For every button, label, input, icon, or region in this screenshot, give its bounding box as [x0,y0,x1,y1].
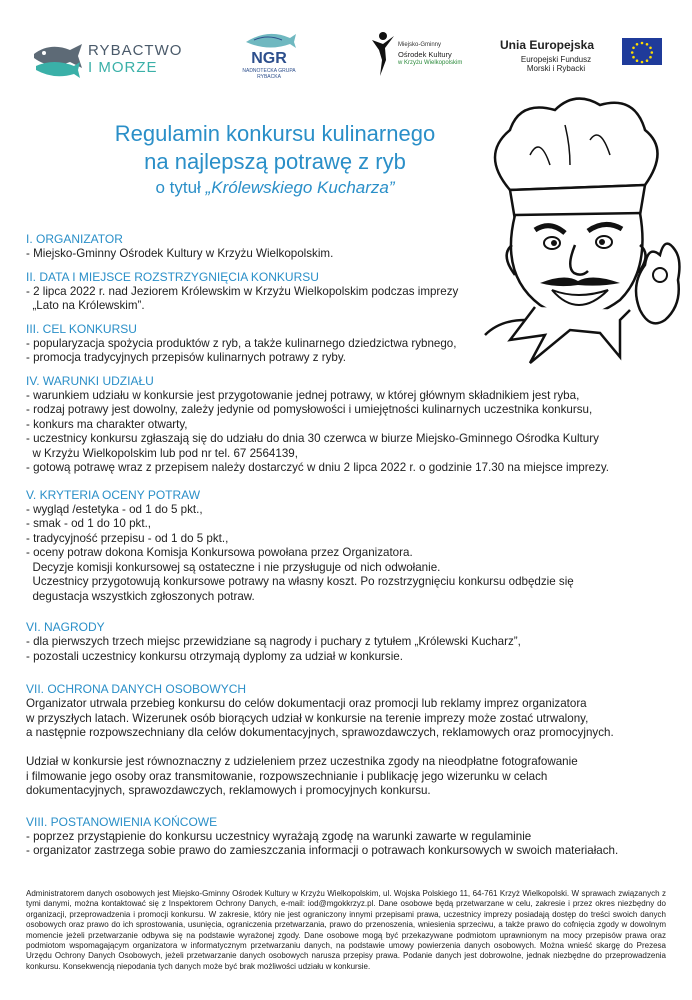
eu-subline2: Morski i Rybacki [526,64,586,73]
section-heading: V. KRYTERIA OCENY POTRAW [26,487,201,502]
fish-icon [240,28,298,50]
section-line: - warunkiem udziału w konkursie jest przygotowanie jednej potrawy, w której głównym składnikiem jest ryba, [26,388,580,402]
regulations-body [26,232,666,867]
section-line: degustacja wszystkich zgłoszonych potraw. [26,589,255,603]
section-line: Udział w konkursie jest równoznaczny z udzieleniem przez uczestnika zgody na nieodpłatne fotografowanie [26,755,578,768]
section-prizes [26,620,666,664]
rybactwo-logo [30,40,183,82]
section-line: - pozostali uczestnicy konkursu otrzymają dyplomy za udział w konkursie. [26,649,403,663]
section-line: - popularyzacja spożycia produktów z ryb, a także kulinarnego dziedzictwa rybnego, [26,336,457,350]
section-line: - promocja tradycyjnych przepisów kulinarnych potrawy z ryby. [26,351,347,364]
section-data-protection [26,682,666,799]
section-line: - dla pierwszych trzech miejsc przewidziane są nagrody i puchary z tytułem „Królewski Kucharz”, [26,635,521,648]
section-date-place [26,270,666,314]
section-goal [26,322,666,366]
title-line2: na najlepszą potrawę z ryb [144,149,406,174]
section-heading: IV. WARUNKI UDZIAŁU [26,373,154,388]
section-heading: III. CEL KONKURSU [26,321,137,336]
section-line: w Krzyżu Wielkopolskim lub pod nr tel. 67 2564139, [26,446,298,460]
section-line: - poprzez przystąpienie do konkursu uczestnicy wyrażają zgodę na warunki zawarte w regulaminie [26,829,532,843]
section-line: - organizator zastrzega sobie prawo do zamieszczania informacji o potrawach konkursowych w swoich materiałach. [26,844,619,857]
eu-title: Unia Europejska [500,38,595,52]
section-final-provisions [26,815,666,859]
ngr-subtext: NADNOTECKA GRUPA RYBACKA [242,68,296,80]
title-line1: Regulamin konkursu kulinarnego [114,121,436,146]
section-line: - oceny potraw dokona Komisja Konkursowa powołana przez Organizatora. [26,546,413,559]
mgok-line3: w Krzyżu Wielkopolskim [398,60,463,66]
ngr-logo [240,28,298,98]
mgok-line1: Miejsko-Gminny [398,42,442,48]
section-line: w przyszłych latach. Wizerunek osób biorących udział w konkursie na terenie imprezy może zostać utrwalony, [26,711,589,725]
section-line: - 2 lipca 2022 r. nad Jeziorem Królewskim w Krzyżu Wielkopolskim podczas imprezy [26,284,459,298]
section-line: a następnie rozpowszechniany dla celów dokumentacyjnych, sprawozdawczych, reklamowych oraz promocyjnych. [26,726,614,739]
section-line: Uczestnicy przygotowują konkursowe potrawy na własny koszt. Po rozstrzygnięciu konkursu odbędzie się [26,575,574,588]
section-line: dokumentacyjnych, sprawozdawczych, reklamowych i promocyjnych konkursu. [26,784,431,797]
title-line3-italic: „Królewskiego Kucharza” [205,178,395,197]
figure-icon [370,30,396,78]
section-line: Decyzje komisji konkursowej są ostateczne i nie przysługuje od nich odwołanie. [26,560,441,574]
page-title [40,120,510,200]
section-heading: I. ORGANIZATOR [26,232,123,246]
section-heading: VI. NAGRODY [26,620,105,634]
section-heading: VII. OCHRONA DANYCH OSOBOWYCH [26,682,247,696]
mgok-line2: Ośrodek Kultury [398,50,452,59]
section-line: - wygląd /estetyka - od 1 do 5 pkt., [26,502,203,516]
section-heading: VIII. POSTANOWIENIA KOŃCOWE [26,814,218,829]
section-heading: II. DATA I MIEJSCE ROZSTRZYGNIĘCIA KONKURSU [26,269,319,284]
section-line: - smak - od 1 do 10 pkt., [26,517,152,530]
section-conditions [26,374,666,476]
eu-flag-icon [622,38,662,65]
section-line: - Miejsko-Gminny Ośrodek Kultury w Krzyżu Wielkopolskim. [26,247,334,260]
section-line: - gotową potrawę wraz z przepisem należy dostarczyć w dniu 2 lipca 2022 r. o godzinie 17.30 na miejsce imprezy. [26,461,609,474]
section-line: Organizator utrwala przebieg konkursu do celów dokumentacji oraz promocji lub reklamy imprez organizatora [26,697,587,710]
mgok-logo [370,30,480,80]
section-organizer [26,232,666,262]
ngr-text: NGR [251,50,287,67]
eu-logo [500,38,665,78]
rybactwo-line2: I MORZE [88,59,158,76]
section-line: i filmowanie jego osoby oraz transmitowanie, rozpowszechnianie i publikację jego wizerunku w celach [26,769,548,783]
section-line: - rodzaj potrawy jest dowolny, zależy jedynie od pomysłowości i umiejętności kulinarnych uczestnika konkursu, [26,403,593,416]
title-line3-prefix: o tytuł [155,178,206,197]
eu-subline1: Europejski Fundusz [520,55,592,64]
section-line: „Lato na Królewskim”. [26,299,145,312]
rybactwo-line1: RYBACTWO [88,42,183,59]
section-line: - uczestnicy konkursu zgłaszają się do udziału do dnia 30 czerwca w biurze Miejsko-Gminnego Ośrodka Kultury [26,432,599,445]
section-criteria [26,488,666,605]
section-blank-line [26,741,666,756]
fish-logo-icon [30,40,84,80]
gdpr-footnote: Administratorem danych osobowych jest Miejsko-Gminny Ośrodek Kultury w Krzyżu Wielkopolskim, ul. Wojska Polskiego 11, 64-761 Krzyż Wielkopolski. W sprawach związanych z tymi danymi, można kontaktować się z Inspektorem Ochrony Danych, e-mail: iod@mgokkrzyz.pl. Dane osobowe będą przetwarzane w celu, zakresie i przez okres niezbędny do organizacji, przeprowadzenia i promocji konkursu. W zakresie, który nie jest ograniczony innymi przepisami prawa, uczestnicy imprezy posiadają dostęp do treści swoich danych osobowych oraz prawo do ich sprostowania, usunięcia, ograniczenia przetwarzania, prawo do przenoszenia, wniesienia sprzeciwu, a także prawo do cofnięcia zgody w dowolnym momencie jeżeli przetwarzanie odbywa się na podstawie wyrażonej zgody. Dane osobowe mogą być przekazywane podmiotom uprawnionym na mocy przepisów prawa oraz podmiotom wspomagającym organizatora w informatycznym przetwarzaniu danych, na podstawie umowy powierzenia danych osobowych. Można wnieść skargę do Prezesa Urzędu Ochrony Danych Osobowych, jeżeli przetwarzanie danych osobowych narusza przepisy prawa. Podanie danych jest dobrowolne, jednak niezbędne do przeprowadzenia konkursu. Konsekwencją niepodania tych danych może być brak możliwości udziału w konkursie. [26,889,666,971]
section-line: - tradycyjność przepisu - od 1 do 5 pkt., [26,531,229,545]
section-line: - konkurs ma charakter otwarty, [26,417,188,431]
